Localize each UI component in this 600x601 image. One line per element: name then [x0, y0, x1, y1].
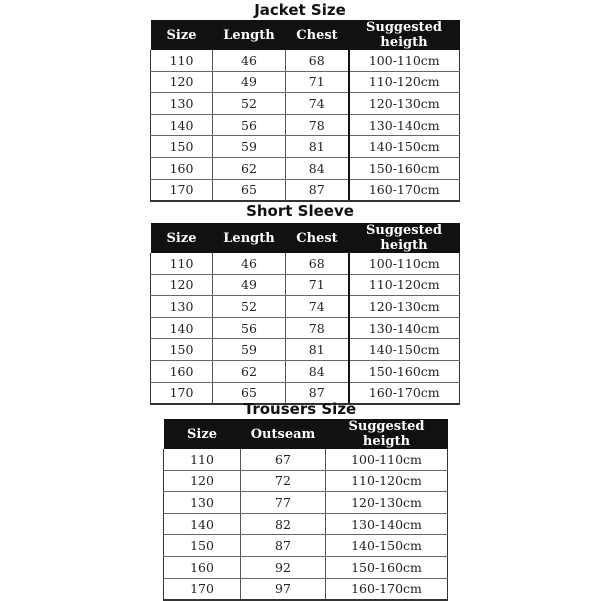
table-cell: 78: [286, 317, 349, 339]
table-row: [151, 360, 460, 382]
table-cell: 59: [213, 339, 286, 361]
table-cell: 160-170cm: [326, 578, 448, 600]
table-cell: 160: [151, 157, 213, 179]
table-cell: 97: [241, 578, 326, 600]
column-header: Suggested heigth: [326, 419, 448, 449]
table-cell: 67: [241, 449, 326, 470]
table-row: [151, 114, 460, 136]
table-cell: 71: [286, 274, 349, 296]
trousers-size-title: Trousers Size: [243, 400, 357, 418]
column-header: Size: [151, 20, 213, 50]
table-cell: 120-130cm: [349, 93, 460, 115]
table-cell: 62: [213, 157, 286, 179]
column-header: Chest: [286, 223, 349, 253]
table-cell: 52: [213, 296, 286, 318]
table-header-row: [151, 223, 460, 253]
trousers-size-table: [163, 419, 448, 601]
table-row: [151, 339, 460, 361]
table-row: [151, 157, 460, 179]
table-cell: 59: [213, 136, 286, 158]
table-cell: 140-150cm: [349, 136, 460, 158]
table-cell: 84: [286, 157, 349, 179]
table-cell: 74: [286, 93, 349, 115]
table-cell: 160-170cm: [349, 179, 460, 201]
table-row: [151, 136, 460, 158]
table-cell: 120-130cm: [326, 492, 448, 514]
table-cell: 78: [286, 114, 349, 136]
table-row: [151, 71, 460, 93]
column-header: Suggested heigth: [349, 223, 460, 253]
table-cell: 130: [151, 93, 213, 115]
table-cell: 130-140cm: [326, 513, 448, 535]
short-sleeve-title: Short Sleeve: [246, 202, 354, 220]
table-cell: 84: [286, 360, 349, 382]
table-cell: 140: [151, 317, 213, 339]
table-cell: 130: [151, 296, 213, 318]
table-cell: 140: [164, 513, 241, 535]
table-cell: 160: [164, 556, 241, 578]
table-cell: 65: [213, 382, 286, 404]
table-cell: 140-150cm: [349, 339, 460, 361]
table-cell: 74: [286, 296, 349, 318]
table-row: [151, 253, 460, 274]
table-row: [151, 179, 460, 201]
table-cell: 160-170cm: [349, 382, 460, 404]
table-cell: 65: [213, 179, 286, 201]
table-cell: 120: [164, 470, 241, 492]
table-cell: 110-120cm: [349, 71, 460, 93]
table-cell: 130-140cm: [349, 114, 460, 136]
table-cell: 46: [213, 50, 286, 71]
table-header-row: [164, 419, 448, 449]
table-row: [164, 556, 448, 578]
table-cell: 110-120cm: [326, 470, 448, 492]
column-header: Suggested heigth: [349, 20, 460, 50]
table-cell: 130-140cm: [349, 317, 460, 339]
table-cell: 140: [151, 114, 213, 136]
table-row: [151, 274, 460, 296]
column-header: Outseam: [241, 419, 326, 449]
short-sleeve-table: [150, 223, 460, 405]
table-row: [164, 492, 448, 514]
table-cell: 92: [241, 556, 326, 578]
table-cell: 150: [151, 339, 213, 361]
table-cell: 110: [151, 253, 213, 274]
column-header: Size: [151, 223, 213, 253]
table-cell: 150: [151, 136, 213, 158]
table-cell: 170: [151, 179, 213, 201]
table-cell: 110: [164, 449, 241, 470]
column-header: Size: [164, 419, 241, 449]
table-cell: 71: [286, 71, 349, 93]
table-cell: 110-120cm: [349, 274, 460, 296]
table-header-row: [151, 20, 460, 50]
column-header: Length: [213, 223, 286, 253]
table-cell: 82: [241, 513, 326, 535]
table-row: [164, 513, 448, 535]
table-cell: 68: [286, 253, 349, 274]
table-cell: 56: [213, 114, 286, 136]
table-cell: 170: [151, 382, 213, 404]
table-cell: 120: [151, 71, 213, 93]
table-cell: 46: [213, 253, 286, 274]
table-row: [151, 317, 460, 339]
table-cell: 62: [213, 360, 286, 382]
table-cell: 120-130cm: [349, 296, 460, 318]
table-cell: 81: [286, 136, 349, 158]
table-cell: 68: [286, 50, 349, 71]
table-cell: 81: [286, 339, 349, 361]
table-row: [164, 470, 448, 492]
table-cell: 56: [213, 317, 286, 339]
table-row: [164, 449, 448, 470]
table-row: [151, 93, 460, 115]
table-cell: 52: [213, 93, 286, 115]
jacket-size-title: Jacket Size: [254, 1, 346, 19]
table-cell: 150-160cm: [349, 360, 460, 382]
table-cell: 150-160cm: [349, 157, 460, 179]
table-row: [151, 296, 460, 318]
table-cell: 87: [286, 382, 349, 404]
table-cell: 140-150cm: [326, 535, 448, 557]
table-cell: 150: [164, 535, 241, 557]
table-cell: 77: [241, 492, 326, 514]
table-cell: 130: [164, 492, 241, 514]
table-cell: 49: [213, 71, 286, 93]
table-cell: 72: [241, 470, 326, 492]
table-cell: 120: [151, 274, 213, 296]
table-cell: 100-110cm: [349, 253, 460, 274]
table-cell: 110: [151, 50, 213, 71]
column-header: Length: [213, 20, 286, 50]
table-cell: 87: [286, 179, 349, 201]
table-row: [151, 50, 460, 71]
table-cell: 100-110cm: [349, 50, 460, 71]
jacket-size-table: [150, 20, 460, 202]
table-row: [164, 535, 448, 557]
column-header: Chest: [286, 20, 349, 50]
table-row: [164, 578, 448, 600]
table-cell: 100-110cm: [326, 449, 448, 470]
table-cell: 87: [241, 535, 326, 557]
table-cell: 170: [164, 578, 241, 600]
table-cell: 150-160cm: [326, 556, 448, 578]
table-cell: 160: [151, 360, 213, 382]
table-cell: 49: [213, 274, 286, 296]
